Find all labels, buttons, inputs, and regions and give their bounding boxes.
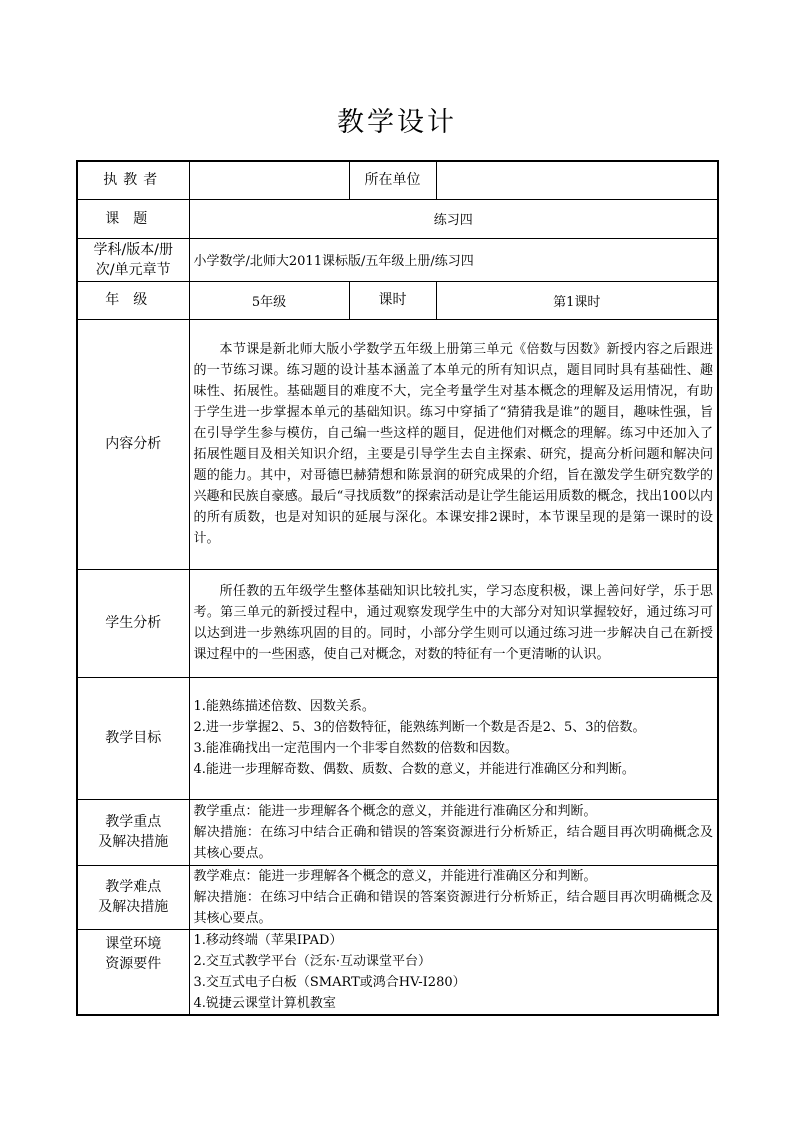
content-analysis-label: 内容分析 [77,319,189,569]
document-title: 教学设计 [337,107,457,138]
goal-item: 2.进一步掌握2、5、3的倍数特征，能熟练判断一个数是否是2、5、3的倍数。 [193,720,646,735]
difficulties-measure: 解决措施：在练习中结合正确和错误的答案资源进行分析矫正，结合题目再次明确概念及其核心要点。 [193,889,713,926]
difficulties-label-line1: 教学难点 [105,879,162,895]
key-points-text[interactable] [189,799,718,865]
unit-label: 所在单位 [349,161,436,199]
row-resources [77,929,718,1015]
teacher-value[interactable] [189,161,349,199]
key-points-label-line1: 教学重点 [105,814,162,830]
row-grade [77,281,718,319]
lesson-design-table [76,160,719,1016]
key-points-label [77,799,189,865]
subject-value[interactable]: 小学数学/北师大2011课标版/五年级上册/练习四 [189,238,718,281]
goal-item: 3.能准确找出一定范围内一个非零自然数的倍数和因数。 [193,741,518,756]
resources-label [77,929,189,1015]
key-points-line: 教学重点：能进一步理解各个概念的意义，并能进行准确区分和判断。 [193,803,597,819]
period-value[interactable]: 第1课时 [436,281,718,319]
goals-text[interactable] [189,677,718,799]
grade-value[interactable]: 5年级 [189,281,349,319]
content-analysis-text[interactable] [189,319,718,569]
key-points-measure: 解决措施：在练习中结合正确和错误的答案资源进行分析矫正，结合题目再次明确概念及其核心要点。 [193,824,713,861]
difficulties-label-line2: 及解决措施 [98,899,169,915]
row-content-analysis [77,319,718,569]
teacher-label: 执教者 [77,161,189,199]
student-analysis-text[interactable] [189,569,718,677]
resource-item: 2.交互式教学平台（泛东·互动课堂平台） [193,953,432,969]
goals-label: 教学目标 [77,677,189,799]
difficulties-label [77,865,189,929]
student-analysis-label: 学生分析 [77,569,189,677]
subject-label [77,238,189,281]
difficulties-text[interactable] [189,865,718,929]
goal-item: 4.能进一步理解奇数、偶数、质数、合数的意义，并能进行准确区分和判断。 [193,762,635,777]
row-teacher [77,161,718,199]
difficulties-line: 教学难点：能进一步理解各个概念的意义，并能进行准确区分和判断。 [193,868,597,884]
row-student-analysis [77,569,718,677]
grade-label: 年级 [77,281,189,319]
row-goals [77,677,718,799]
resources-label-line2: 资源要件 [105,955,162,972]
row-topic [77,199,718,238]
resource-item: 4.锐捷云课堂计算机教室 [193,995,336,1011]
subject-label-line2: 次/单元章节 [95,261,171,278]
key-points-label-line2: 及解决措施 [98,834,169,850]
content-analysis-paragraph: 本节课是新北师大版小学数学五年级上册第三单元《倍数与因数》新授内容之后跟进的一节练习课。练习题的设计基本涵盖了本单元的所有知识点，题目同时具有基础性、趣味性、拓展性。基础题目的难度不大，完全考量学生对基本概念的理解及运用情况，有助于学生进一步掌握本单元的基础知识。练习中穿插了“猜猜我是谁”的题目，趣味性强，旨在引导学生参与模仿，自己编一些这样的题目，促进他们对概念的理解。练习中还加入了拓展性题目及相关知识介绍，主要是引导学生去自主探索、研究，提高分析问题和解决问题的能力。其中，对哥德巴赫猜想和陈景润的研究成果的介绍，旨在激发学生研究数学的兴趣和民族自豪感。最后“寻找质数”的探索活动是让学生能运用质数的概念，找出100以内的所有质数，也是对知识的延展与深化。本课安排2课时，本节课呈现的是第一课时的设计。 [193,342,713,546]
topic-label: 课题 [77,199,189,238]
resource-item: 1.移动终端（苹果IPAD） [193,932,343,948]
period-label: 课时 [349,281,436,319]
resources-label-line1: 课堂环境 [105,935,162,952]
row-subject [77,238,718,281]
resources-text[interactable] [189,929,718,1015]
goal-item: 1.能熟练描述倍数、因数关系。 [193,699,375,714]
student-analysis-paragraph: 所任教的五年级学生整体基础知识比较扎实，学习态度积极，课上善问好学，乐于思考。第三单元的新授过程中，通过观察发现学生中的大部分对知识掌握较好，通过练习可以达到进一步熟练巩固的目的。同时，小部分学生则可以通过练习进一步解决自己在新授课过程中的一些困惑，使自己对概念，对数的特征有一个更清晰的认识。 [193,584,713,662]
unit-value[interactable] [436,161,718,199]
resource-item: 3.交互式电子白板（SMART或鸿合HV-I280） [193,974,466,990]
topic-value[interactable]: 练习四 [189,199,718,238]
subject-label-line1: 学科/版本/册 [93,241,173,258]
row-key-points [77,799,718,865]
row-difficulties [77,865,718,929]
